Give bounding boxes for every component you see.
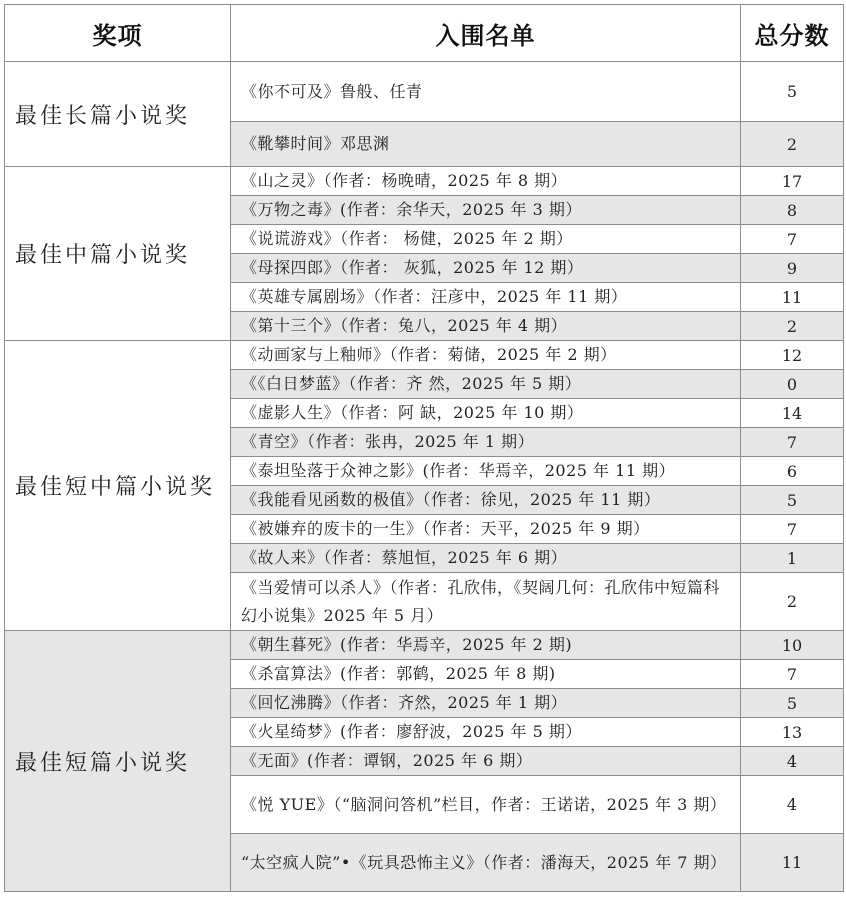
nominee-cell: 《朝生暮死》(作者：华焉辛，2025 年 2 期) [231,631,741,660]
score-cell: 7 [741,428,844,457]
award-name-long-novel: 最佳长篇小说奖 [5,62,231,167]
score-cell: 5 [741,486,844,515]
header-award: 奖项 [5,5,231,62]
score-cell: 4 [741,776,844,834]
score-cell: 1 [741,544,844,573]
score-cell: 0 [741,370,844,399]
nominee-cell: 《第十三个》（作者：兔八，2025 年 4 期） [231,312,741,341]
nominee-cell: 《被嫌弃的废卡的一生》（作者：天平，2025 年 9 期） [231,515,741,544]
header-score: 总分数 [741,5,844,62]
table-row [5,631,844,660]
award-name-short-story: 最佳短篇小说奖 [5,631,231,892]
score-cell: 5 [741,689,844,718]
nominee-cell: 《英雄专属剧场》（作者：汪彦中，2025 年 11 期） [231,283,741,312]
score-cell: 5 [741,62,844,122]
nominee-cell: 《青空》（作者：张冉，2025 年 1 期） [231,428,741,457]
nominee-cell: 《母探四郎》（作者： 灰狐，2025 年 12 期） [231,254,741,283]
table-row [5,167,844,196]
nominee-cell: 《《白日梦蓝》（作者：齐 然，2025 年 5 期） [231,370,741,399]
score-cell: 7 [741,660,844,689]
score-cell: 11 [741,283,844,312]
score-cell: 8 [741,196,844,225]
score-cell: 10 [741,631,844,660]
score-cell: 7 [741,515,844,544]
nominee-cell: 《我能看见函数的极值》（作者：徐见，2025 年 11 期） [231,486,741,515]
score-cell: 12 [741,341,844,370]
nominee-cell: 《虚影人生》（作者：阿 缺，2025 年 10 期） [231,399,741,428]
nominee-cell: 《动画家与上釉师》（作者：菊储，2025 年 2 期） [231,341,741,370]
nominee-cell: 《无面》(作者：谭钢，2025 年 6 期） [231,747,741,776]
score-cell: 17 [741,167,844,196]
nominee-cell: “太空疯人院”•《玩具恐怖主义》（作者：潘海天，2025 年 7 期） [231,834,741,892]
score-cell: 6 [741,457,844,486]
nominee-cell: 《靴攀时间》邓思渊 [231,122,741,167]
score-cell: 7 [741,225,844,254]
nominee-cell: 《回忆沸腾》（作者：齐然，2025 年 1 期） [231,689,741,718]
table-row [5,62,844,122]
nominee-cell: 《当爱情可以杀人》（作者：孔欣伟，《契阔几何：孔欣伟中短篇科幻小说集》2025 年 5 月） [231,573,741,631]
nominee-cell: 《悦 YUE》（“脑洞问答机”栏目，作者：王诺诺，2025 年 3 期） [231,776,741,834]
nominee-cell: 《你不可及》鲁般、任青 [231,62,741,122]
nominee-cell: 《说谎游戏》（作者： 杨健，2025 年 2 期） [231,225,741,254]
header-nominees: 入围名单 [231,5,741,62]
nominee-cell: 《泰坦坠落于众神之影》(作者：华焉辛，2025 年 11 期） [231,457,741,486]
score-cell: 9 [741,254,844,283]
score-cell: 11 [741,834,844,892]
nominee-cell: 《火星绮梦》(作者：廖舒波，2025 年 5 期） [231,718,741,747]
nominee-table [4,4,844,892]
nominee-cell: 《万物之毒》(作者：余华天，2025 年 3 期） [231,196,741,225]
score-cell: 2 [741,573,844,631]
score-cell: 2 [741,312,844,341]
score-cell: 14 [741,399,844,428]
award-name-novella: 最佳中篇小说奖 [5,167,231,341]
nominee-cell: 《杀富算法》(作者：郭鹤，2025 年 8 期) [231,660,741,689]
nominee-cell: 《故人来》（作者：蔡旭恒，2025 年 6 期） [231,544,741,573]
score-cell: 4 [741,747,844,776]
table-row [5,341,844,370]
award-name-short-novella: 最佳短中篇小说奖 [5,341,231,631]
header-row [5,5,844,62]
nominee-cell: 《山之灵》（作者：杨晚晴，2025 年 8 期） [231,167,741,196]
score-cell: 13 [741,718,844,747]
score-cell: 2 [741,122,844,167]
